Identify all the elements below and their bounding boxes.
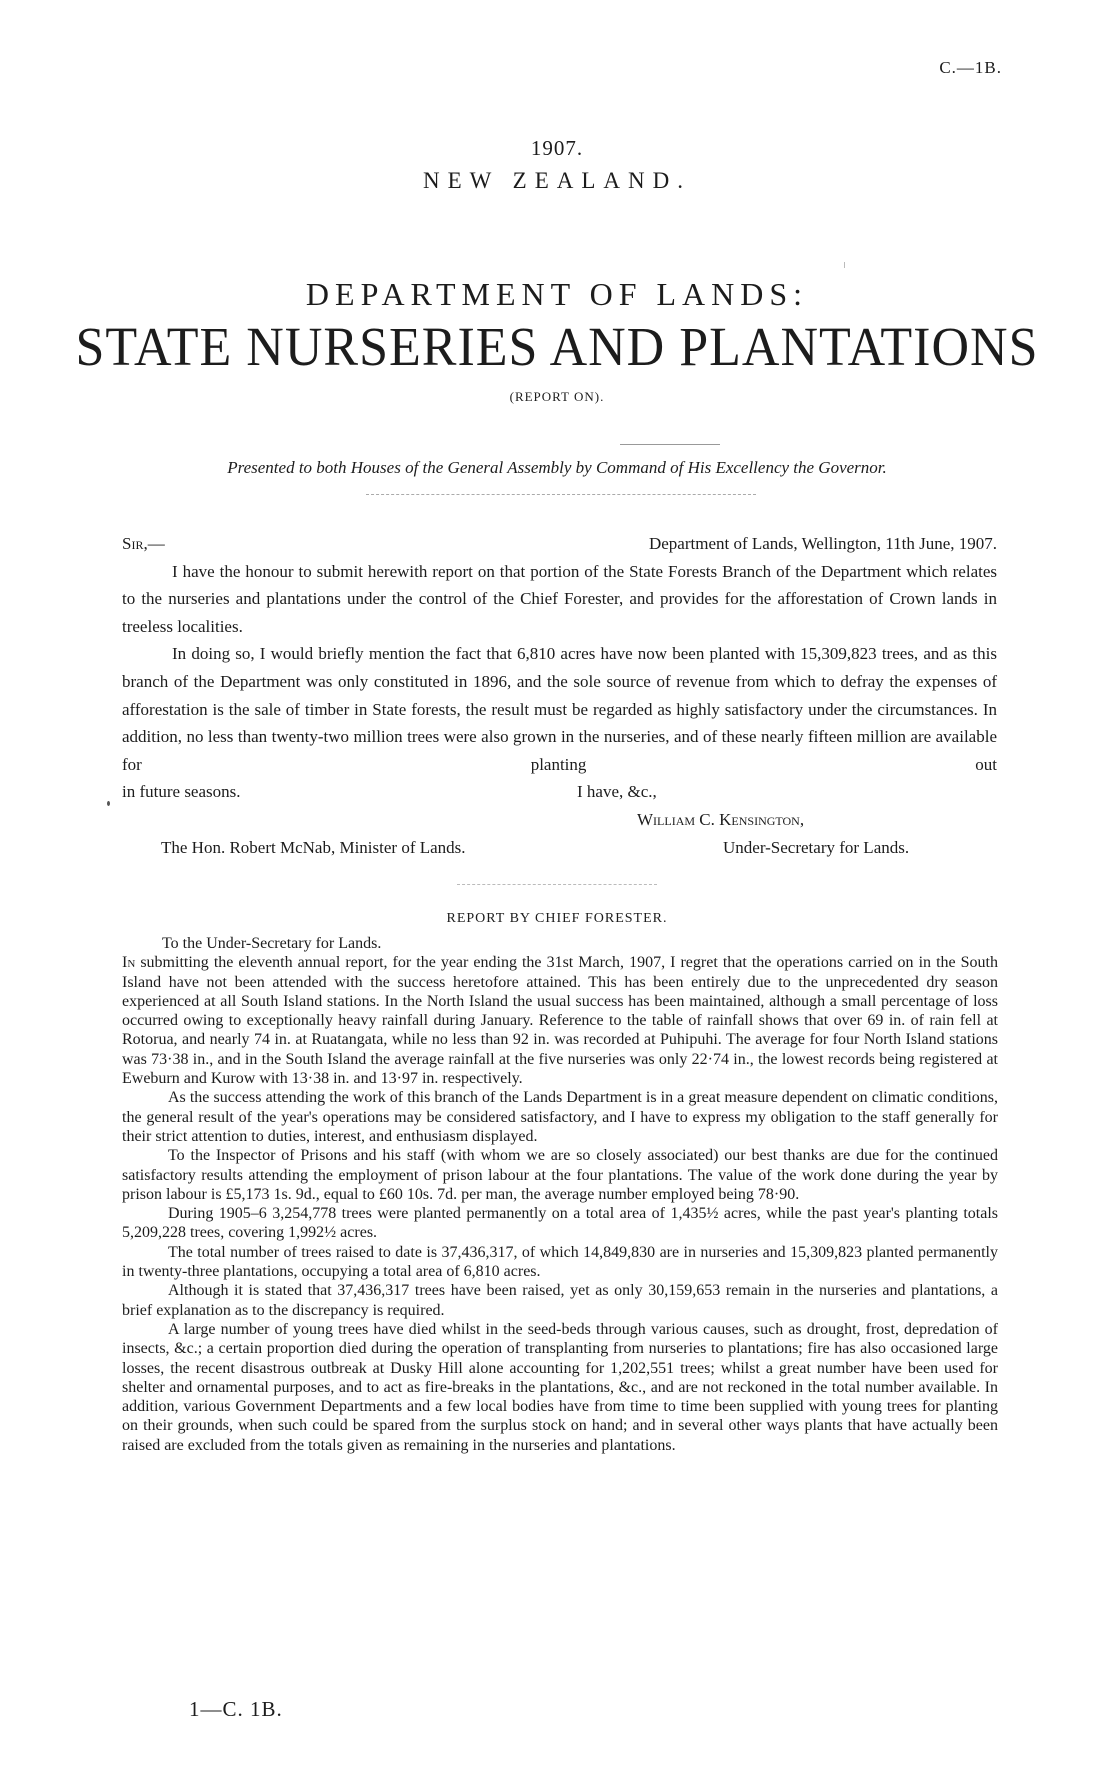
report-paragraph: Although it is stated that 37,436,317 trees have been raised, yet as only 30,159,653 remain in the nurseries and plantations, a brief explanation as to the discrepancy is required. [122,1282,998,1319]
letter-addressee-row [122,834,997,862]
letter-addressee: The Hon. Robert McNab, Minister of Lands. [161,837,466,857]
letter-closing: I have, &c., [577,782,657,802]
report-addressee: To the Under-Secretary for Lands. [162,935,382,952]
report-paragraph: A large number of young trees have died whilst in the seed-beds through various causes, such as drought, frost, depredation of insects, &c.; a certain proportion died during the operation of transplanting from nurseries to plantations; fire has also occasioned large losses, the recent disastrous outbreak at Dusky Hill alone accounting for 1,202,551 trees; whilst a great number have been used for shelter and ornamental purposes, and to act as fire-breaks in the plantations, &c., and are not reckoned in the total number available. In addition, various Government Departments and a few local bodies have from time to time been supplied with young trees for planting on their grounds, when such could be spared from the surplus stock on hand; and in several other ways plants that have actually been raised are excluded from the totals given as remaining in the nurseries and plantations. [122,1320,998,1454]
divider-rule [620,444,720,445]
divider-rule [366,494,756,495]
letter-address: Department of Lands, Wellington, 11th June, 1907. [648,534,997,553]
letter-last-line: in future seasons. [122,782,241,802]
letter-paragraph: I have the honour to submit herewith report on that portion of the State Forests Branch of the Department which relates to the nurseries and plantations under the control of the Chief Forester, and provides for the afforestation of Crown lands in treeless localities. [122,561,997,636]
report-paragraph: As the success attending the work of this branch of the Lands Department is in a great measure dependent on climatic conditions, the general result of the year's operations may be considered satisfactory, and I have to express my obligation to the staff generally for their strict attention to duties, interest, and enthusiasm displayed. [122,1089,998,1145]
salutation: Sir,— [122,534,165,553]
speck [107,801,110,806]
report-first-word: In [122,954,136,972]
letter-signatory: William C. Kensington, [637,809,805,829]
chief-forester-report [122,934,998,1455]
report-paragraph [122,953,998,1088]
divider-rule [457,884,657,885]
letter-paragraph: In doing so, I would briefly mention the fact that 6,810 acres have now been planted with 15,309,823 trees, and as this branch of the Department was only constituted in 1896, and the sole source of revenue from which to defray the expenses of afforestation is the sale of timber in State forests, the result must be regarded as highly satisfactory under the circumstances. In addition, no less than twenty-two million trees were also grown in the nurseries, and of these nearly fifteen million are available for planting out [122,644,997,774]
letter-signature-row [122,806,997,834]
letter-header [122,530,997,558]
document-reference: C.—1B. [939,58,1002,77]
letter-closing-row [122,778,997,806]
page-footer-reference: 1—C. 1B. [189,1697,283,1721]
department-heading: DEPARTMENT OF LANDS: [305,276,809,312]
report-paragraph-text: submitting the eleventh annual report, for the year ending the 31st March, 1907, I regret that the operations carried on in the South Island have not been attended with the success heretofore attained. This has been entirely due to the unprecedented dry season experienced at all South Island stations. In the North Island the usual success has been maintained, although a small percentage of loss occurred owing to exceptionally heavy rainfall during January. Reference to the table of rainfall shows that over 69 in. of rain fell at Rotorua, and nearly 74 in. at Ruatangata, while no less than 92 in. was recorded at Puhipuhi. The average for four North Island stations was 73·38 in., and in the South Island the average rainfall at the five nurseries was only 22·74 in., the lowest records being registered at Eweburn and Kurow with 13·38 in. and 13·97 in. respectively. [122,954,999,1088]
presented-line: Presented to both Houses of the General Assembly by Command of His Excellency the Governor. [227,458,887,477]
report-subtitle: (REPORT ON). [509,389,605,404]
covering-letter [122,530,997,861]
report-paragraph: The total number of trees raised to date is 37,436,317, of which 14,849,830 are in nurseries and 15,309,823 planted permanently in twenty-three plantations, occupying a total area of 6,810 acres. [122,1243,998,1281]
report-title: STATE NURSERIES AND PLANTATIONS [75,317,1039,378]
report-heading: REPORT BY CHIEF FORESTER. [446,911,668,926]
report-paragraph: To the Inspector of Prisons and his staff (with whom we are so closely associated) our best thanks are due for the continued satisfactory results attending the employment of prison labour at the four plantations. The value of the work done during the year by prison labour is £5,173 1s. 9d., equal to £60 10s. 7d. per man, the average number employed being 78·90. [122,1147,998,1203]
country-name: NEW ZEALAND. [422,168,692,193]
report-paragraph: During 1905–6 3,254,778 trees were planted permanently on a total area of 1,435½ acres, while the past year's planting totals 5,209,228 trees, covering 1,992½ acres. [122,1205,998,1242]
signatory-title: Under-Secretary for Lands. [723,837,910,857]
speck [844,262,846,268]
report-year: 1907. [530,136,584,160]
